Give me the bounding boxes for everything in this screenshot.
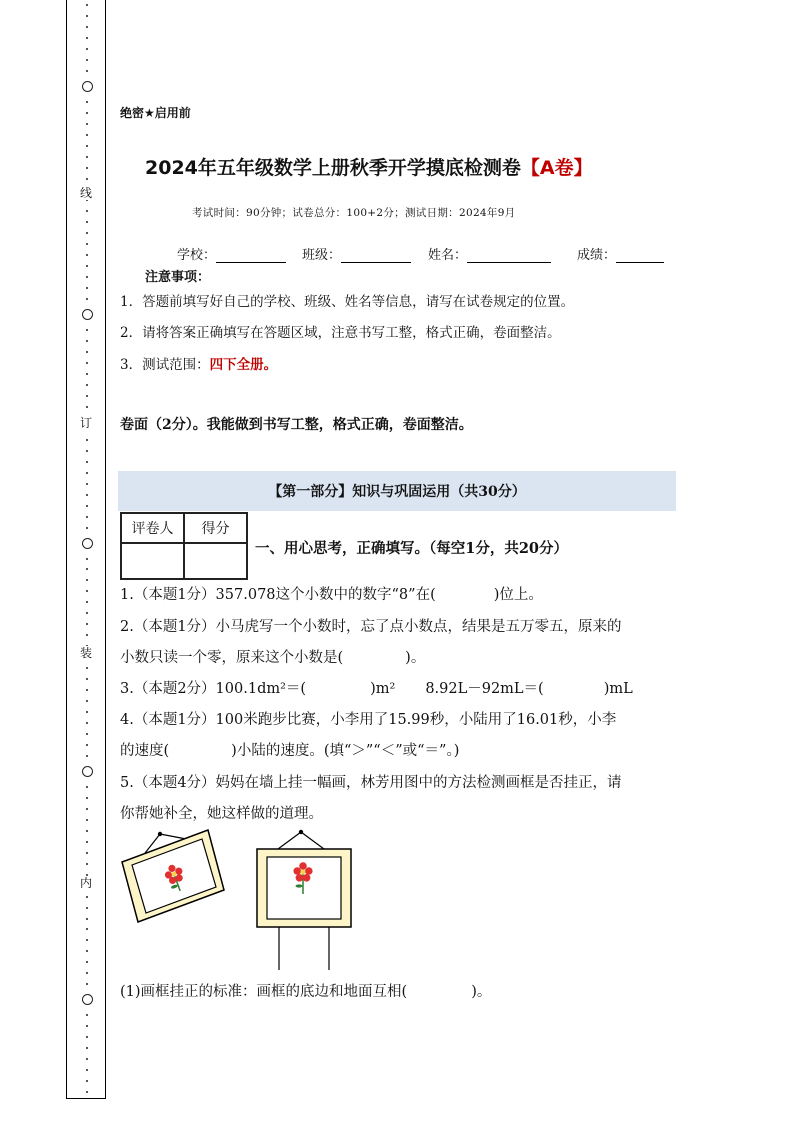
part1-heading: 一、用心思考，正确填写。（每空1分，共20分） <box>255 540 569 557</box>
binding-dot <box>86 623 88 625</box>
tilted-frame <box>122 830 224 922</box>
binding-label-zhuang: 装 <box>80 646 93 660</box>
score-blank[interactable] <box>616 248 664 263</box>
question-5-line-1: 5.（本题4分）妈妈在墙上挂一幅画，林芳用图中的方法检测画框是否挂正，请 <box>120 775 622 791</box>
binding-dot <box>86 852 88 854</box>
binding-dot <box>86 961 88 963</box>
binding-dot <box>86 601 88 603</box>
score-label: 成绩： <box>577 248 617 263</box>
exam-meta: 考试时间：90分钟；试卷总分：100+2分；测试日期：2024年9月 <box>192 207 516 219</box>
straight-frame <box>257 830 351 970</box>
binding-dot <box>86 329 88 331</box>
q3-text-c: 8.92L－92mL＝( <box>425 681 544 697</box>
q1-text-a: 1.（本题1分）357.078这个小数中的数字“8”在( <box>120 587 436 603</box>
binding-dot <box>86 4 88 6</box>
exam-title-main: 2024年五年级数学上册秋季开学摸底检测卷 <box>145 157 521 179</box>
binding-dot <box>86 819 88 821</box>
binding-dot <box>86 494 88 496</box>
name-blank[interactable] <box>467 248 551 263</box>
question-5-line-2: 你帮她补全，她这样做的道理。 <box>120 806 323 822</box>
binding-dot <box>86 167 88 169</box>
grading-table <box>120 512 248 580</box>
binding-dot <box>86 950 88 952</box>
score-header: 得分 <box>184 513 247 543</box>
binding-dot <box>86 722 88 724</box>
note-3-scope: 四下全册。 <box>209 357 278 373</box>
binding-dot <box>86 298 88 300</box>
question-5-sub-1 <box>120 982 491 1002</box>
neatness-statement: 卷面（2分）。我能做到书写工整，格式正确，卷面整洁。 <box>120 417 473 433</box>
binding-dot <box>86 863 88 865</box>
question-4-line-2 <box>120 741 459 761</box>
q1-text-b: )位上。 <box>493 587 543 603</box>
note-3-prefix: 3．测试范围： <box>120 357 210 373</box>
question-4-line-1: 4.（本题1分）100米跑步比赛，小李用了15.99秒，小陆用了16.01秒，小李 <box>120 712 617 728</box>
name-label: 姓名： <box>428 248 468 263</box>
binding-ring <box>82 766 93 777</box>
binding-dot <box>86 667 88 669</box>
binding-dot <box>86 733 88 735</box>
binding-dot <box>86 373 88 375</box>
binding-ring <box>82 538 93 549</box>
binding-dot <box>86 786 88 788</box>
binding-dot <box>86 1058 88 1060</box>
q3-text-b: )m² <box>370 681 396 697</box>
binding-dotted-line <box>84 4 90 1094</box>
grader-cell[interactable] <box>121 543 184 579</box>
binding-dot <box>86 1014 88 1016</box>
binding-dot <box>86 483 88 485</box>
binding-dot <box>86 678 88 680</box>
binding-dot <box>86 384 88 386</box>
note-2: 2．请将答案正确填写在答题区域，注意书写工整，格式正确，卷面整洁。 <box>120 325 561 341</box>
binding-dot <box>86 232 88 234</box>
binding-dot <box>86 896 88 898</box>
binding-dot <box>86 797 88 799</box>
binding-dot <box>86 112 88 114</box>
binding-dot <box>86 243 88 245</box>
q5-sub1-text-a: (1)画框挂正的标准：画框的底边和地面互相( <box>120 984 408 1000</box>
binding-dot <box>86 1069 88 1071</box>
binding-dot <box>86 590 88 592</box>
grader-header: 评卷人 <box>121 513 184 543</box>
binding-dot <box>86 221 88 223</box>
binding-dot <box>86 505 88 507</box>
binding-dot <box>86 527 88 529</box>
binding-dot <box>86 689 88 691</box>
binding-dot <box>86 439 88 441</box>
binding-dot <box>86 918 88 920</box>
binding-dot <box>86 907 88 909</box>
section-header-bar: 【第一部分】知识与巩固运用（共30分） <box>118 471 676 511</box>
binding-dot <box>86 362 88 364</box>
binding-label-xian: 线 <box>80 186 93 200</box>
notes-heading: 注意事项： <box>145 270 211 285</box>
binding-dot <box>86 395 88 397</box>
class-label: 班级： <box>302 248 342 263</box>
binding-dot <box>86 808 88 810</box>
binding-dot <box>86 156 88 158</box>
q2-text-a: 小数只读一个零，原来这个小数是( <box>120 650 344 666</box>
question-3 <box>120 679 633 699</box>
binding-dot <box>86 287 88 289</box>
binding-dot <box>86 59 88 61</box>
binding-dot <box>86 928 88 930</box>
binding-dot <box>86 48 88 50</box>
binding-dot <box>86 178 88 180</box>
binding-dot <box>86 15 88 17</box>
binding-dot <box>86 983 88 985</box>
score-cell[interactable] <box>184 543 247 579</box>
binding-dot <box>86 700 88 702</box>
binding-dot <box>86 516 88 518</box>
name-field <box>428 244 551 263</box>
binding-dot <box>86 612 88 614</box>
exam-title-tag: 【A卷】 <box>520 157 593 179</box>
binding-dot <box>86 744 88 746</box>
binding-dot <box>86 26 88 28</box>
binding-dot <box>86 472 88 474</box>
binding-dot <box>86 1025 88 1027</box>
secret-label: 绝密★启用前 <box>120 106 191 120</box>
q4-text-a: 的速度( <box>120 743 170 759</box>
picture-frame-illustration <box>118 828 358 973</box>
q2-text-b: )。 <box>405 650 426 666</box>
binding-dot <box>86 70 88 72</box>
binding-dot <box>86 755 88 757</box>
binding-dot <box>86 351 88 353</box>
score-field <box>577 244 664 263</box>
note-1: 1．答题前填写好自己的学校、班级、姓名等信息，请写在试卷规定的位置。 <box>120 294 575 310</box>
binding-dot <box>86 101 88 103</box>
binding-dot <box>86 558 88 560</box>
binding-dot <box>86 461 88 463</box>
binding-dot <box>86 1047 88 1049</box>
binding-dot <box>86 340 88 342</box>
question-2-line-1: 2.（本题1分）小马虎写一个小数时，忘了点小数点，结果是五万零五，原来的 <box>120 619 622 635</box>
binding-dot <box>86 276 88 278</box>
binding-label-nei: 内 <box>80 876 93 890</box>
school-blank[interactable] <box>216 248 286 263</box>
q4-text-b: )小陆的速度。(填“＞”“＜”或“＝”。) <box>231 743 460 759</box>
binding-dot <box>86 210 88 212</box>
binding-dot <box>86 939 88 941</box>
q3-text-d: )mL <box>603 681 633 697</box>
school-field <box>177 244 286 263</box>
binding-dot <box>86 265 88 267</box>
binding-ring <box>82 81 93 92</box>
question-1 <box>120 585 543 605</box>
school-label: 学校： <box>177 248 217 263</box>
binding-dot <box>86 1036 88 1038</box>
binding-dot <box>86 145 88 147</box>
note-3 <box>120 353 277 373</box>
binding-dot <box>86 634 88 636</box>
class-field <box>302 244 411 263</box>
binding-dot <box>86 406 88 408</box>
binding-dot <box>86 711 88 713</box>
binding-ring <box>82 309 93 320</box>
binding-dot <box>86 134 88 136</box>
binding-dot <box>86 972 88 974</box>
binding-dot <box>86 123 88 125</box>
binding-dot <box>86 568 88 570</box>
binding-dot <box>86 1080 88 1082</box>
binding-dot <box>86 37 88 39</box>
binding-dot <box>86 450 88 452</box>
exam-title <box>145 153 593 180</box>
binding-dot <box>86 1091 88 1093</box>
q3-text-a: 3.（本题2分）100.1dm²＝( <box>120 681 307 697</box>
binding-ring <box>82 994 93 1005</box>
question-2-line-2 <box>120 648 425 668</box>
binding-dot <box>86 579 88 581</box>
binding-dot <box>86 830 88 832</box>
q5-sub1-text-b: )。 <box>471 984 492 1000</box>
class-blank[interactable] <box>341 248 411 263</box>
binding-label-ding: 订 <box>80 416 93 430</box>
binding-dot <box>86 841 88 843</box>
binding-dot <box>86 254 88 256</box>
